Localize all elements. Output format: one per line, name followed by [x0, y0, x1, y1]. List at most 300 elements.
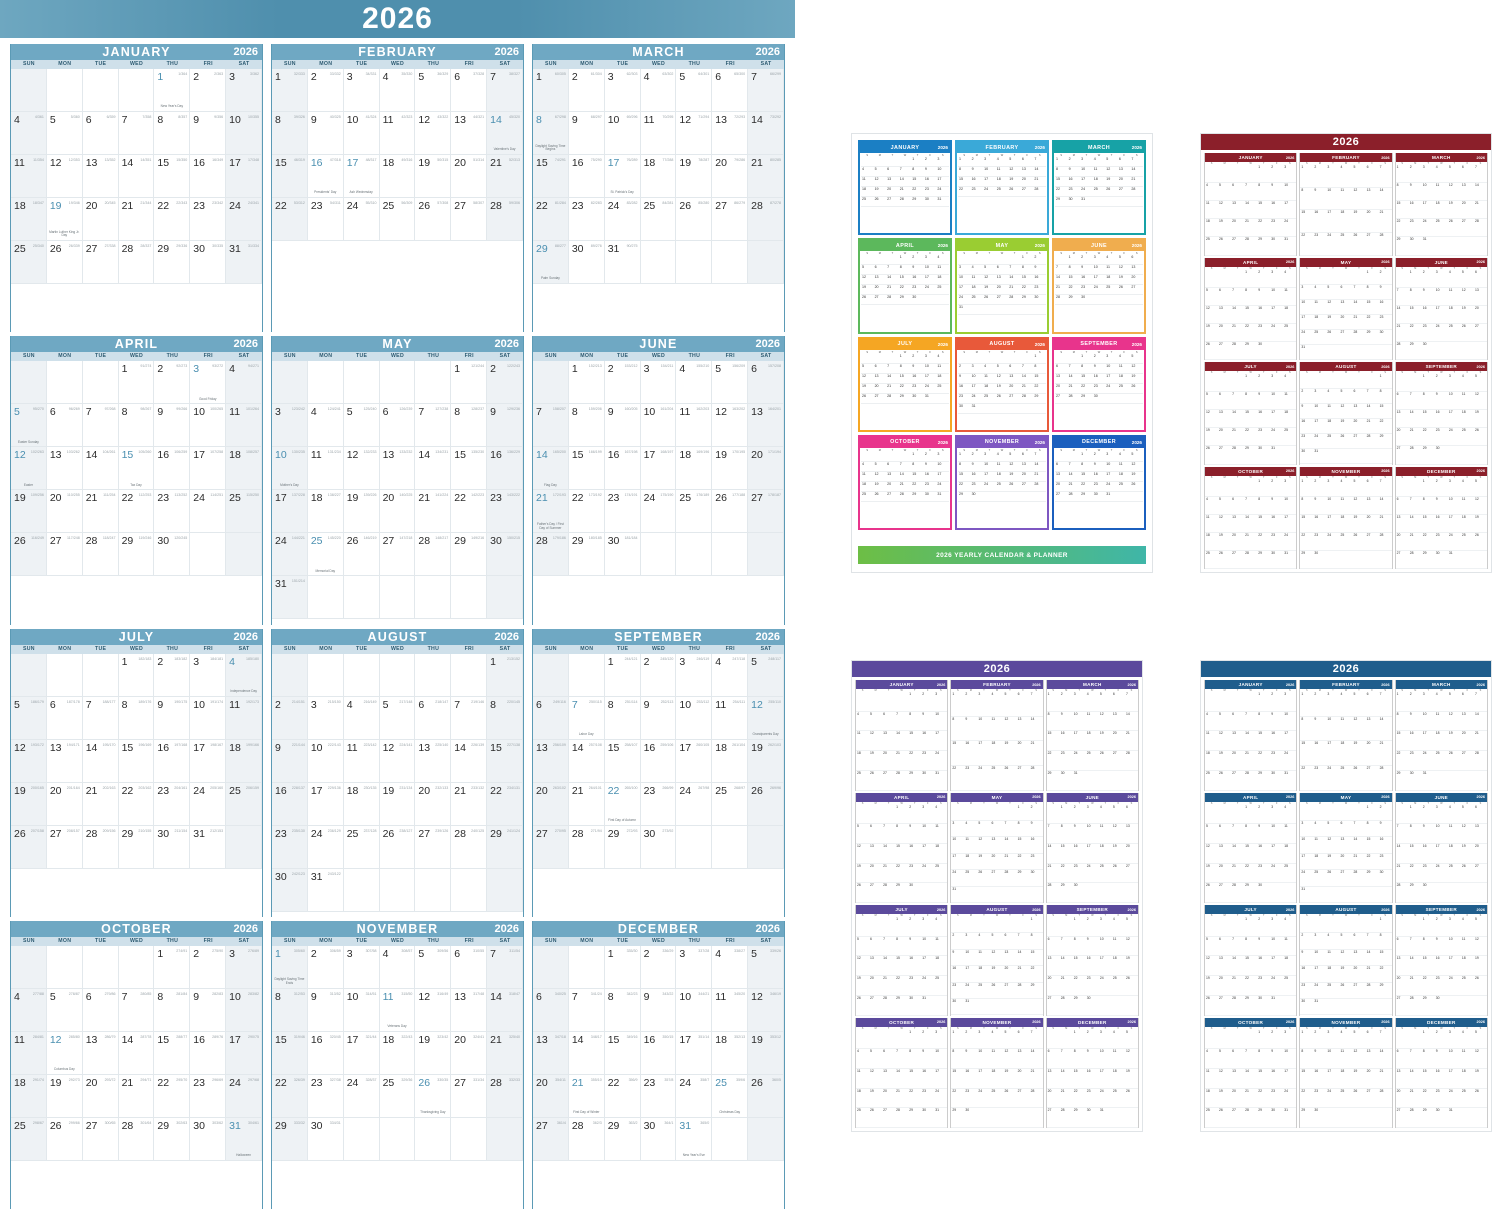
- day-cell[interactable]: [487, 490, 523, 533]
- day-cell[interactable]: [676, 826, 712, 869]
- day-cell[interactable]: [272, 576, 308, 619]
- day-cell[interactable]: [308, 490, 344, 533]
- day-cell[interactable]: [676, 112, 712, 155]
- day-cell[interactable]: [748, 155, 784, 198]
- day-cell[interactable]: [641, 654, 677, 697]
- day-cell[interactable]: [11, 490, 47, 533]
- day-cell[interactable]: [83, 404, 119, 447]
- day-cell[interactable]: [11, 241, 47, 284]
- day-cell[interactable]: [533, 697, 569, 740]
- day-cell[interactable]: [47, 241, 83, 284]
- day-cell[interactable]: [676, 533, 712, 576]
- day-cell[interactable]: [344, 533, 380, 576]
- day-cell[interactable]: [451, 69, 487, 112]
- day-cell[interactable]: [569, 740, 605, 783]
- day-cell[interactable]: [83, 740, 119, 783]
- day-cell[interactable]: [533, 112, 569, 155]
- day-cell[interactable]: [226, 989, 262, 1032]
- day-cell[interactable]: [712, 1118, 748, 1161]
- day-cell[interactable]: [11, 697, 47, 740]
- day-cell[interactable]: [533, 654, 569, 697]
- day-cell[interactable]: [605, 1075, 641, 1118]
- day-cell[interactable]: [487, 112, 523, 155]
- day-cell[interactable]: [226, 69, 262, 112]
- thumbnail-red-calendar[interactable]: [1200, 133, 1492, 573]
- day-cell[interactable]: [712, 1075, 748, 1118]
- day-cell[interactable]: [533, 155, 569, 198]
- day-cell[interactable]: [83, 697, 119, 740]
- day-cell[interactable]: [308, 826, 344, 869]
- day-cell[interactable]: [380, 946, 416, 989]
- day-cell[interactable]: [83, 155, 119, 198]
- day-cell[interactable]: [451, 1032, 487, 1075]
- day-cell[interactable]: [676, 654, 712, 697]
- day-cell[interactable]: [190, 783, 226, 826]
- day-cell[interactable]: [533, 1075, 569, 1118]
- day-cell[interactable]: [748, 69, 784, 112]
- day-cell[interactable]: [380, 576, 416, 619]
- day-cell[interactable]: [451, 155, 487, 198]
- day-cell[interactable]: [226, 654, 262, 697]
- day-cell[interactable]: [676, 69, 712, 112]
- day-cell[interactable]: [11, 69, 47, 112]
- day-cell[interactable]: [119, 361, 155, 404]
- day-cell[interactable]: [748, 1118, 784, 1161]
- day-cell[interactable]: [344, 654, 380, 697]
- day-cell[interactable]: [308, 783, 344, 826]
- day-cell[interactable]: [380, 155, 416, 198]
- thumbnail-colorful-calendar[interactable]: [851, 133, 1153, 573]
- day-cell[interactable]: [415, 740, 451, 783]
- day-cell[interactable]: [451, 198, 487, 241]
- day-cell[interactable]: [676, 155, 712, 198]
- day-cell[interactable]: [533, 69, 569, 112]
- day-cell[interactable]: [344, 361, 380, 404]
- day-cell[interactable]: [569, 447, 605, 490]
- day-cell[interactable]: [748, 989, 784, 1032]
- day-cell[interactable]: [380, 869, 416, 912]
- day-cell[interactable]: [83, 533, 119, 576]
- day-cell[interactable]: [119, 198, 155, 241]
- day-cell[interactable]: [47, 490, 83, 533]
- day-cell[interactable]: [748, 946, 784, 989]
- day-cell[interactable]: [47, 112, 83, 155]
- day-cell[interactable]: [226, 783, 262, 826]
- day-cell[interactable]: [712, 946, 748, 989]
- day-cell[interactable]: [344, 826, 380, 869]
- day-cell[interactable]: [415, 490, 451, 533]
- day-cell[interactable]: [344, 490, 380, 533]
- day-cell[interactable]: [533, 826, 569, 869]
- day-cell[interactable]: [487, 740, 523, 783]
- day-cell[interactable]: [344, 946, 380, 989]
- day-cell[interactable]: [451, 490, 487, 533]
- day-cell[interactable]: [272, 783, 308, 826]
- day-cell[interactable]: [190, 1032, 226, 1075]
- day-cell[interactable]: [119, 989, 155, 1032]
- day-cell[interactable]: [676, 447, 712, 490]
- day-cell[interactable]: [451, 1118, 487, 1161]
- day-cell[interactable]: [272, 198, 308, 241]
- day-cell[interactable]: [487, 1075, 523, 1118]
- day-cell[interactable]: [344, 783, 380, 826]
- day-cell[interactable]: [748, 826, 784, 869]
- day-cell[interactable]: [641, 361, 677, 404]
- day-cell[interactable]: [712, 783, 748, 826]
- day-cell[interactable]: [47, 533, 83, 576]
- day-cell[interactable]: [344, 576, 380, 619]
- day-cell[interactable]: [190, 946, 226, 989]
- day-cell[interactable]: [712, 404, 748, 447]
- day-cell[interactable]: [380, 697, 416, 740]
- day-cell[interactable]: [533, 198, 569, 241]
- day-cell[interactable]: [533, 783, 569, 826]
- day-cell[interactable]: [569, 112, 605, 155]
- day-cell[interactable]: [712, 198, 748, 241]
- day-cell[interactable]: [641, 155, 677, 198]
- day-cell[interactable]: [487, 989, 523, 1032]
- day-cell[interactable]: [451, 654, 487, 697]
- day-cell[interactable]: [272, 1032, 308, 1075]
- day-cell[interactable]: [569, 783, 605, 826]
- day-cell[interactable]: [380, 404, 416, 447]
- day-cell[interactable]: [533, 1032, 569, 1075]
- day-cell[interactable]: [190, 241, 226, 284]
- day-cell[interactable]: [154, 241, 190, 284]
- day-cell[interactable]: [748, 490, 784, 533]
- day-cell[interactable]: [226, 447, 262, 490]
- day-cell[interactable]: [415, 869, 451, 912]
- day-cell[interactable]: [451, 826, 487, 869]
- day-cell[interactable]: [487, 1032, 523, 1075]
- day-cell[interactable]: [226, 533, 262, 576]
- day-cell[interactable]: [226, 404, 262, 447]
- day-cell[interactable]: [154, 490, 190, 533]
- thumbnail-blue-calendar[interactable]: [1200, 660, 1492, 1132]
- day-cell[interactable]: [119, 654, 155, 697]
- day-cell[interactable]: [272, 1118, 308, 1161]
- day-cell[interactable]: [47, 783, 83, 826]
- day-cell[interactable]: [605, 361, 641, 404]
- day-cell[interactable]: [605, 533, 641, 576]
- day-cell[interactable]: [415, 654, 451, 697]
- day-cell[interactable]: [83, 946, 119, 989]
- day-cell[interactable]: [11, 1075, 47, 1118]
- day-cell[interactable]: [415, 697, 451, 740]
- day-cell[interactable]: [190, 198, 226, 241]
- day-cell[interactable]: [487, 1118, 523, 1161]
- day-cell[interactable]: [119, 112, 155, 155]
- day-cell[interactable]: [154, 447, 190, 490]
- day-cell[interactable]: [190, 490, 226, 533]
- day-cell[interactable]: [190, 697, 226, 740]
- day-cell[interactable]: [533, 490, 569, 533]
- day-cell[interactable]: [569, 1032, 605, 1075]
- day-cell[interactable]: [344, 869, 380, 912]
- day-cell[interactable]: [154, 69, 190, 112]
- day-cell[interactable]: [119, 533, 155, 576]
- day-cell[interactable]: [533, 404, 569, 447]
- day-cell[interactable]: [344, 1075, 380, 1118]
- day-cell[interactable]: [641, 447, 677, 490]
- day-cell[interactable]: [226, 1075, 262, 1118]
- day-cell[interactable]: [415, 576, 451, 619]
- day-cell[interactable]: [308, 155, 344, 198]
- day-cell[interactable]: [154, 404, 190, 447]
- day-cell[interactable]: [415, 989, 451, 1032]
- day-cell[interactable]: [415, 404, 451, 447]
- day-cell[interactable]: [190, 654, 226, 697]
- day-cell[interactable]: [533, 989, 569, 1032]
- day-cell[interactable]: [415, 1075, 451, 1118]
- day-cell[interactable]: [83, 361, 119, 404]
- day-cell[interactable]: [451, 697, 487, 740]
- day-cell[interactable]: [344, 1118, 380, 1161]
- day-cell[interactable]: [119, 490, 155, 533]
- day-cell[interactable]: [83, 783, 119, 826]
- day-cell[interactable]: [712, 826, 748, 869]
- day-cell[interactable]: [11, 826, 47, 869]
- day-cell[interactable]: [748, 447, 784, 490]
- day-cell[interactable]: [415, 69, 451, 112]
- day-cell[interactable]: [83, 1075, 119, 1118]
- day-cell[interactable]: [11, 533, 47, 576]
- day-cell[interactable]: [272, 533, 308, 576]
- day-cell[interactable]: [380, 826, 416, 869]
- day-cell[interactable]: [226, 361, 262, 404]
- day-cell[interactable]: [154, 654, 190, 697]
- day-cell[interactable]: [11, 989, 47, 1032]
- day-cell[interactable]: [190, 1075, 226, 1118]
- day-cell[interactable]: [676, 783, 712, 826]
- day-cell[interactable]: [272, 1075, 308, 1118]
- day-cell[interactable]: [712, 155, 748, 198]
- day-cell[interactable]: [676, 1118, 712, 1161]
- day-cell[interactable]: [308, 697, 344, 740]
- day-cell[interactable]: [119, 1032, 155, 1075]
- day-cell[interactable]: [344, 1032, 380, 1075]
- day-cell[interactable]: [272, 654, 308, 697]
- day-cell[interactable]: [226, 697, 262, 740]
- day-cell[interactable]: [641, 946, 677, 989]
- day-cell[interactable]: [344, 740, 380, 783]
- day-cell[interactable]: [641, 533, 677, 576]
- day-cell[interactable]: [11, 740, 47, 783]
- day-cell[interactable]: [641, 1118, 677, 1161]
- day-cell[interactable]: [569, 946, 605, 989]
- day-cell[interactable]: [154, 533, 190, 576]
- day-cell[interactable]: [344, 697, 380, 740]
- day-cell[interactable]: [676, 361, 712, 404]
- day-cell[interactable]: [676, 404, 712, 447]
- day-cell[interactable]: [641, 241, 677, 284]
- day-cell[interactable]: [487, 198, 523, 241]
- day-cell[interactable]: [344, 989, 380, 1032]
- day-cell[interactable]: [308, 361, 344, 404]
- day-cell[interactable]: [190, 826, 226, 869]
- day-cell[interactable]: [83, 989, 119, 1032]
- day-cell[interactable]: [748, 533, 784, 576]
- day-cell[interactable]: [154, 112, 190, 155]
- day-cell[interactable]: [415, 783, 451, 826]
- day-cell[interactable]: [344, 112, 380, 155]
- day-cell[interactable]: [380, 783, 416, 826]
- day-cell[interactable]: [190, 1118, 226, 1161]
- day-cell[interactable]: [641, 490, 677, 533]
- day-cell[interactable]: [712, 112, 748, 155]
- day-cell[interactable]: [605, 155, 641, 198]
- day-cell[interactable]: [226, 241, 262, 284]
- day-cell[interactable]: [712, 989, 748, 1032]
- day-cell[interactable]: [119, 697, 155, 740]
- day-cell[interactable]: [83, 241, 119, 284]
- day-cell[interactable]: [308, 740, 344, 783]
- day-cell[interactable]: [641, 198, 677, 241]
- day-cell[interactable]: [308, 869, 344, 912]
- day-cell[interactable]: [83, 69, 119, 112]
- day-cell[interactable]: [487, 155, 523, 198]
- day-cell[interactable]: [11, 1032, 47, 1075]
- day-cell[interactable]: [308, 946, 344, 989]
- day-cell[interactable]: [605, 1032, 641, 1075]
- day-cell[interactable]: [569, 69, 605, 112]
- day-cell[interactable]: [380, 198, 416, 241]
- day-cell[interactable]: [11, 654, 47, 697]
- day-cell[interactable]: [154, 826, 190, 869]
- day-cell[interactable]: [119, 447, 155, 490]
- day-cell[interactable]: [154, 989, 190, 1032]
- day-cell[interactable]: [154, 155, 190, 198]
- day-cell[interactable]: [605, 490, 641, 533]
- day-cell[interactable]: [748, 654, 784, 697]
- day-cell[interactable]: [533, 241, 569, 284]
- day-cell[interactable]: [226, 946, 262, 989]
- day-cell[interactable]: [47, 69, 83, 112]
- day-cell[interactable]: [47, 404, 83, 447]
- day-cell[interactable]: [605, 112, 641, 155]
- day-cell[interactable]: [605, 198, 641, 241]
- day-cell[interactable]: [11, 946, 47, 989]
- day-cell[interactable]: [154, 740, 190, 783]
- day-cell[interactable]: [47, 361, 83, 404]
- day-cell[interactable]: [47, 155, 83, 198]
- day-cell[interactable]: [487, 697, 523, 740]
- day-cell[interactable]: [47, 989, 83, 1032]
- day-cell[interactable]: [487, 783, 523, 826]
- day-cell[interactable]: [380, 361, 416, 404]
- day-cell[interactable]: [451, 404, 487, 447]
- day-cell[interactable]: [748, 783, 784, 826]
- day-cell[interactable]: [641, 69, 677, 112]
- day-cell[interactable]: [748, 198, 784, 241]
- day-cell[interactable]: [380, 989, 416, 1032]
- day-cell[interactable]: [190, 404, 226, 447]
- day-cell[interactable]: [119, 1118, 155, 1161]
- day-cell[interactable]: [487, 361, 523, 404]
- day-cell[interactable]: [487, 404, 523, 447]
- day-cell[interactable]: [226, 740, 262, 783]
- day-cell[interactable]: [641, 1032, 677, 1075]
- day-cell[interactable]: [47, 447, 83, 490]
- day-cell[interactable]: [47, 654, 83, 697]
- day-cell[interactable]: [712, 533, 748, 576]
- day-cell[interactable]: [308, 447, 344, 490]
- day-cell[interactable]: [119, 155, 155, 198]
- day-cell[interactable]: [344, 155, 380, 198]
- day-cell[interactable]: [272, 447, 308, 490]
- day-cell[interactable]: [47, 1075, 83, 1118]
- day-cell[interactable]: [748, 361, 784, 404]
- day-cell[interactable]: [676, 198, 712, 241]
- day-cell[interactable]: [380, 533, 416, 576]
- day-cell[interactable]: [226, 198, 262, 241]
- day-cell[interactable]: [380, 1075, 416, 1118]
- day-cell[interactable]: [380, 490, 416, 533]
- day-cell[interactable]: [226, 1118, 262, 1161]
- day-cell[interactable]: [712, 654, 748, 697]
- day-cell[interactable]: [676, 989, 712, 1032]
- day-cell[interactable]: [47, 740, 83, 783]
- day-cell[interactable]: [308, 1032, 344, 1075]
- day-cell[interactable]: [154, 1075, 190, 1118]
- day-cell[interactable]: [308, 69, 344, 112]
- day-cell[interactable]: [272, 869, 308, 912]
- day-cell[interactable]: [272, 361, 308, 404]
- day-cell[interactable]: [11, 155, 47, 198]
- day-cell[interactable]: [308, 576, 344, 619]
- day-cell[interactable]: [569, 155, 605, 198]
- day-cell[interactable]: [605, 404, 641, 447]
- day-cell[interactable]: [415, 533, 451, 576]
- day-cell[interactable]: [712, 361, 748, 404]
- day-cell[interactable]: [487, 69, 523, 112]
- day-cell[interactable]: [748, 1075, 784, 1118]
- day-cell[interactable]: [272, 740, 308, 783]
- day-cell[interactable]: [190, 69, 226, 112]
- day-cell[interactable]: [344, 69, 380, 112]
- day-cell[interactable]: [47, 946, 83, 989]
- day-cell[interactable]: [533, 946, 569, 989]
- day-cell[interactable]: [641, 826, 677, 869]
- day-cell[interactable]: [154, 946, 190, 989]
- day-cell[interactable]: [83, 112, 119, 155]
- day-cell[interactable]: [533, 740, 569, 783]
- day-cell[interactable]: [380, 112, 416, 155]
- day-cell[interactable]: [712, 241, 748, 284]
- day-cell[interactable]: [605, 447, 641, 490]
- day-cell[interactable]: [272, 112, 308, 155]
- day-cell[interactable]: [308, 533, 344, 576]
- day-cell[interactable]: [272, 826, 308, 869]
- day-cell[interactable]: [415, 946, 451, 989]
- day-cell[interactable]: [11, 783, 47, 826]
- day-cell[interactable]: [676, 1032, 712, 1075]
- day-cell[interactable]: [226, 112, 262, 155]
- day-cell[interactable]: [569, 697, 605, 740]
- day-cell[interactable]: [415, 447, 451, 490]
- day-cell[interactable]: [605, 989, 641, 1032]
- day-cell[interactable]: [605, 826, 641, 869]
- day-cell[interactable]: [487, 654, 523, 697]
- day-cell[interactable]: [154, 1032, 190, 1075]
- day-cell[interactable]: [308, 1118, 344, 1161]
- day-cell[interactable]: [451, 1075, 487, 1118]
- day-cell[interactable]: [380, 654, 416, 697]
- day-cell[interactable]: [154, 361, 190, 404]
- day-cell[interactable]: [533, 533, 569, 576]
- day-cell[interactable]: [154, 198, 190, 241]
- day-cell[interactable]: [11, 1118, 47, 1161]
